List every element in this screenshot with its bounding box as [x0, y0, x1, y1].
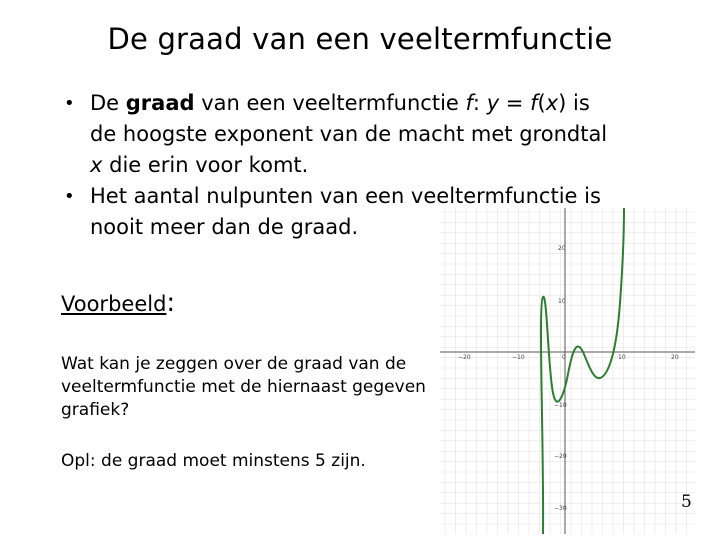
slide-title: De graad van een veeltermfunctie: [107, 22, 613, 56]
example-answer: Opl: de graad moet minstens 5 zijn.: [61, 451, 366, 471]
page-number: 5: [681, 492, 692, 512]
grid-lines: [440, 208, 695, 534]
x-tick-label: 20: [671, 354, 679, 361]
y-tick-label: −20: [554, 453, 567, 460]
axes: [440, 208, 695, 534]
bullet-dot: •: [64, 93, 75, 114]
example-heading: Voorbeeld:: [61, 288, 176, 318]
bullet-item-degree: • De graad van een veeltermfunctie f: y = f(x) is de hoogste exponent van de macht met grondtal x die erin voor komt.: [62, 88, 702, 181]
y-tick-label: −30: [554, 505, 567, 512]
y-tick-label: −10: [554, 402, 567, 409]
x-tick-label: −20: [458, 354, 471, 361]
bullet-dot: •: [64, 186, 75, 207]
x-tick-label: 0: [562, 354, 566, 361]
x-tick-label: 10: [618, 354, 626, 361]
bold-term: graad: [125, 91, 195, 115]
example-question: Wat kan je zeggen over de graad van de veeltermfunctie met de hiernaast gegeven grafiek?: [61, 354, 426, 420]
y-tick-label: 20: [558, 245, 566, 252]
polynomial-graph: [440, 208, 695, 534]
x-tick-label: −10: [512, 354, 525, 361]
polynomial-curve: [541, 208, 624, 534]
y-tick-label: 10: [558, 298, 566, 305]
bullet-item-zeros: • Het aantal nulpunten van een veeltermfunctie is nooit meer dan de graad.: [62, 181, 702, 243]
